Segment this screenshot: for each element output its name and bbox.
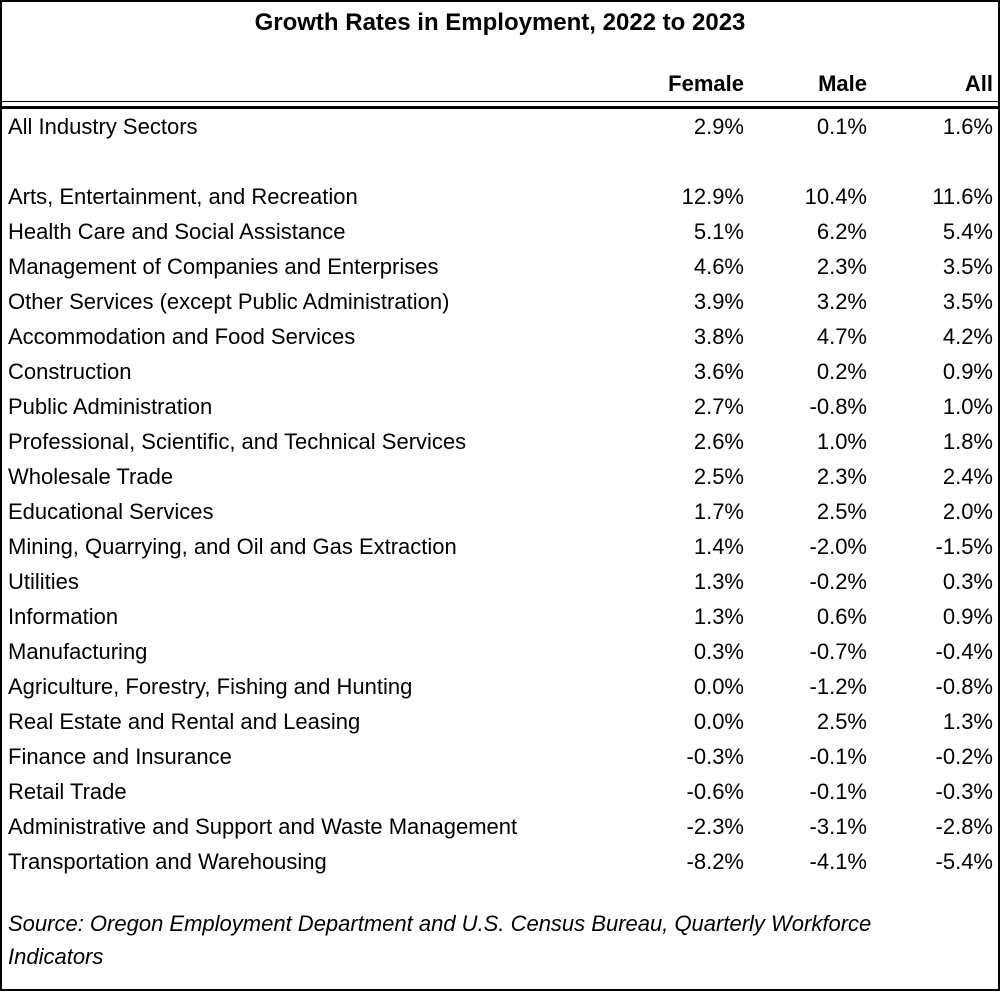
cell-male: 4.7% [816, 324, 867, 349]
cell-male: -0.2% [809, 569, 867, 594]
cell-male: 2.3% [816, 254, 867, 279]
table-title: Growth Rates in Employment, 2022 to 2023 [254, 9, 746, 36]
table-row [2, 249, 998, 284]
cell-all: 1.0% [942, 394, 993, 419]
row-label: Real Estate and Rental and Leasing [8, 709, 361, 734]
header-divider-rule [2, 101, 998, 109]
cell-male: -1.2% [809, 674, 867, 699]
cell-female: 1.3% [693, 604, 744, 629]
row-label: Health Care and Social Assistance [8, 219, 346, 244]
table-row [2, 389, 998, 424]
cell-all: -0.2% [935, 744, 993, 769]
cell-all: 0.3% [942, 569, 993, 594]
cell-male: 0.6% [816, 604, 867, 629]
cell-female: 0.0% [693, 674, 744, 699]
cell-female: 0.3% [693, 639, 744, 664]
cell-all: 2.0% [942, 499, 993, 524]
table-row [2, 179, 998, 214]
cell-all: -2.8% [935, 814, 993, 839]
cell-male: -0.7% [809, 639, 867, 664]
cell-all: 5.4% [942, 219, 993, 244]
cell-male: 0.2% [816, 359, 867, 384]
cell-all: -0.8% [935, 674, 993, 699]
row-label: Transportation and Warehousing [8, 849, 327, 874]
cell-female: 2.9% [693, 114, 744, 139]
cell-all: 1.6% [942, 114, 993, 139]
row-label: Construction [8, 359, 132, 384]
cell-female: -2.3% [686, 814, 744, 839]
cell-female: 1.7% [693, 499, 744, 524]
row-label: Wholesale Trade [8, 464, 174, 489]
cell-female: 5.1% [693, 219, 744, 244]
table-row [2, 354, 998, 389]
cell-male: -2.0% [809, 534, 867, 559]
cell-all: 1.3% [942, 709, 993, 734]
cell-all: 0.9% [942, 604, 993, 629]
table-row [2, 564, 998, 599]
table-row [2, 704, 998, 739]
cell-female: 1.3% [693, 569, 744, 594]
row-label: Agriculture, Forestry, Fishing and Hunting [8, 674, 413, 699]
row-label: Other Services (except Public Administration) [8, 289, 450, 314]
row-label: Finance and Insurance [8, 744, 232, 769]
cell-all: -1.5% [935, 534, 993, 559]
row-label: Information [8, 604, 119, 629]
cell-female: -0.6% [686, 779, 744, 804]
blank-row [2, 144, 998, 179]
cell-female: 2.5% [693, 464, 744, 489]
column-header-male: Male [818, 71, 867, 96]
cell-all: -0.3% [935, 779, 993, 804]
row-label: Management of Companies and Enterprises [8, 254, 439, 279]
table-row [2, 809, 998, 844]
cell-male: -4.1% [809, 849, 867, 874]
cell-male: 2.3% [816, 464, 867, 489]
cell-female: 2.6% [693, 429, 744, 454]
cell-all: 2.4% [942, 464, 993, 489]
table-row [2, 284, 998, 319]
header-spacer [2, 66, 617, 101]
cell-male: -0.1% [809, 744, 867, 769]
summary-row [2, 109, 998, 144]
row-label: Utilities [8, 569, 79, 594]
cell-female: 3.9% [693, 289, 744, 314]
cell-female: 3.8% [693, 324, 744, 349]
body-source-gap [2, 879, 998, 907]
cell-all: 3.5% [942, 289, 993, 314]
cell-male: -0.1% [809, 779, 867, 804]
cell-female: 0.0% [693, 709, 744, 734]
table-row [2, 529, 998, 564]
cell-male: 2.5% [816, 709, 867, 734]
table-row [2, 424, 998, 459]
row-label: Professional, Scientific, and Technical Services [8, 429, 467, 454]
row-label: Educational Services [8, 499, 214, 524]
cell-male: 10.4% [804, 184, 867, 209]
table-row [2, 214, 998, 249]
table-row [2, 844, 998, 879]
cell-female: 4.6% [693, 254, 744, 279]
table-header-row [2, 66, 998, 101]
source-note: Source: Oregon Employment Department and U.S. Census Bureau, Quarterly Workforce Indicators [8, 911, 872, 969]
cell-all: 0.9% [942, 359, 993, 384]
table-row [2, 459, 998, 494]
cell-all: 4.2% [942, 324, 993, 349]
cell-male: 3.2% [816, 289, 867, 314]
table-row [2, 319, 998, 354]
row-label: Mining, Quarrying, and Oil and Gas Extraction [8, 534, 457, 559]
cell-female: 12.9% [681, 184, 744, 209]
row-label: Public Administration [8, 394, 213, 419]
row-label: Accommodation and Food Services [8, 324, 356, 349]
cell-male: 1.0% [816, 429, 867, 454]
row-label: Administrative and Support and Waste Management [8, 814, 518, 839]
table-row [2, 774, 998, 809]
table-row [2, 739, 998, 774]
row-label: Retail Trade [8, 779, 127, 804]
cell-all: 11.6% [932, 184, 993, 209]
cell-male: -3.1% [809, 814, 867, 839]
cell-female: 1.4% [693, 534, 744, 559]
cell-female: 3.6% [693, 359, 744, 384]
table-row [2, 669, 998, 704]
cell-male: 0.1% [816, 114, 867, 139]
cell-female: 2.7% [693, 394, 744, 419]
column-header-female: Female [668, 71, 744, 96]
table-row [2, 599, 998, 634]
cell-all: 3.5% [942, 254, 993, 279]
cell-all: -0.4% [935, 639, 993, 664]
row-label: Arts, Entertainment, and Recreation [8, 184, 358, 209]
table-body [2, 109, 998, 879]
cell-male: -0.8% [809, 394, 867, 419]
row-label: Manufacturing [8, 639, 148, 664]
cell-all: -5.4% [935, 849, 993, 874]
column-header-all: All [964, 71, 993, 96]
cell-female: -8.2% [686, 849, 744, 874]
table-row [2, 634, 998, 669]
cell-all: 1.8% [942, 429, 993, 454]
cell-male: 6.2% [816, 219, 867, 244]
table-row [2, 494, 998, 529]
cell-male: 2.5% [816, 499, 867, 524]
row-label: All Industry Sectors [8, 114, 198, 139]
cell-female: -0.3% [686, 744, 744, 769]
